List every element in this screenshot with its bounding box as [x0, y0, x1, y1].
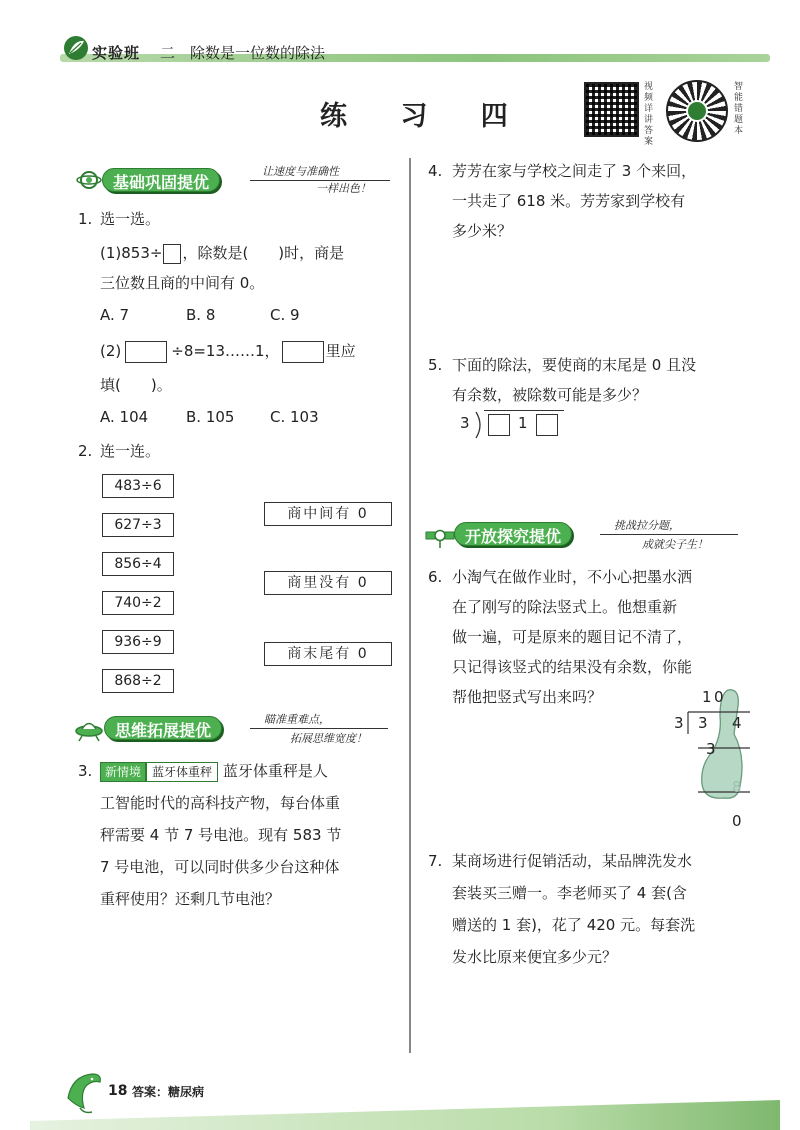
q7-number: 7. [428, 852, 443, 870]
q3-text-2: 工智能时代的高科技产物，每台体重 [100, 794, 341, 812]
q1-part2-line1 [100, 336, 356, 366]
q6-dividend-1: 3 [698, 714, 708, 732]
q3-number: 3. [78, 762, 93, 780]
q6-text-4: 只记得该竖式的结果没有余数，你能 [452, 658, 693, 676]
q3-text-3: 秤需要 4 节 7 号电池。现有 583 节 [100, 826, 342, 844]
qr-caption-mistakes: 智能错题本 [734, 82, 744, 136]
answer-box[interactable] [488, 414, 510, 436]
dolphin-icon [62, 1068, 106, 1116]
motto-underline [600, 534, 738, 535]
expression-box[interactable]: 483÷6 [102, 474, 174, 498]
q5-text-2: 有余数，被除数可能是多少？ [452, 386, 648, 404]
q4-text-3: 多少米？ [452, 222, 513, 240]
section-banner-open: 开放探究提优 [454, 522, 572, 546]
q6-quotient-2: 0 [714, 688, 724, 706]
chapter-title: 除数是一位数的除法 [190, 44, 326, 62]
q1-part1-line1 [100, 238, 344, 268]
q1-option-b2[interactable]: B. 105 [186, 408, 235, 426]
answer-box[interactable] [536, 414, 558, 436]
answer-box[interactable] [282, 341, 324, 363]
q4-text-2: 一共走了 618 米。芳芳家到学校有 [452, 192, 686, 210]
q6-dividend-last: 4 [732, 714, 742, 732]
q3-text-1: 蓝牙体重秤是人 [222, 762, 328, 780]
q5-middle-digit: 1 [518, 414, 528, 432]
q7-text-4: 发水比原来便宜多少元？ [452, 948, 618, 966]
q6-text-2: 在了刚写的除法竖式上。他想重新 [452, 598, 678, 616]
q3-text-5: 重秤使用？还剩几节电池？ [100, 890, 281, 908]
section-motto-basic-2: 一样出色！ [316, 182, 371, 195]
qr-caption-video: 视频详讲答案 [644, 82, 654, 147]
q6-text-5: 帮他把竖式写出来吗？ [452, 688, 603, 706]
chapter-number: 二 [160, 44, 176, 62]
q2-number: 2. [78, 442, 93, 460]
q1-part1-b: ，除数是( )时，商是 [182, 244, 345, 262]
q5-number: 5. [428, 356, 443, 374]
q6-number: 6. [428, 568, 443, 586]
q1-option-c2[interactable]: C. 103 [270, 408, 319, 426]
ufo-icon [74, 716, 104, 742]
motto-underline [250, 180, 390, 181]
expression-box[interactable]: 740÷2 [102, 591, 174, 615]
answer-box[interactable] [163, 244, 181, 264]
q5-divisor: 3 [460, 414, 470, 432]
q1-option-b[interactable]: B. 8 [186, 306, 216, 324]
expression-box[interactable]: 856÷4 [102, 552, 174, 576]
answer-text: 糖尿病 [168, 1085, 205, 1099]
q1-part2-b: ÷8=13……1， [171, 342, 280, 360]
section-banner-basic: 基础巩固提优 [102, 168, 220, 192]
page-number: 18 [108, 1083, 128, 1099]
expression-box[interactable]: 936÷9 [102, 630, 174, 654]
division-line [484, 410, 564, 411]
satellite-icon [424, 522, 456, 550]
page-title: 练 习 四 [320, 101, 530, 132]
q7-text-1: 某商场进行促销活动，某品牌洗发水 [452, 852, 693, 870]
series-title: 实验班 [92, 44, 141, 62]
q1-part2-a: (2) [100, 342, 122, 360]
q6-text-3: 做一遍，可是原来的题目记不清了， [452, 628, 693, 646]
q6-step-hidden: 8 [732, 778, 742, 796]
q1-number: 1. [78, 210, 93, 228]
q1-title: 选一选。 [100, 210, 161, 228]
q6-remainder: 0 [732, 812, 742, 830]
q1-part1-a: (1)853÷ [100, 244, 163, 262]
qr-code-mistakes[interactable] [666, 80, 728, 142]
ink-blot-division [686, 686, 756, 826]
qr-code-video[interactable] [584, 82, 639, 137]
answer-box[interactable] [125, 341, 167, 363]
q7-text-2: 套装买三赠一。李老师买了 4 套(含 [452, 884, 687, 902]
q4-text-1: 芳芳在家与学校之间走了 3 个来回， [452, 162, 697, 180]
q6-text-1: 小淘气在做作业时，不小心把墨水洒 [452, 568, 693, 586]
planet-icon [76, 168, 102, 192]
q7-text-3: 赠送的 1 套)，花了 420 元。每套洗 [452, 916, 696, 934]
result-box[interactable]: 商末尾有 0 [264, 642, 392, 666]
column-divider [409, 158, 411, 1053]
q1-option-a2[interactable]: A. 104 [100, 408, 149, 426]
result-box[interactable]: 商中间有 0 [264, 502, 392, 526]
section-motto-basic-1: 让速度与准确性 [262, 165, 339, 178]
motto-underline [250, 728, 388, 729]
q4-number: 4. [428, 162, 443, 180]
q5-text-1: 下面的除法，要使商的末尾是 0 且没 [452, 356, 697, 374]
q1-option-c[interactable]: C. 9 [270, 306, 300, 324]
q1-part2-c: 里应 [325, 342, 356, 360]
answer-label: 答案： [132, 1085, 169, 1099]
q1-part2-line2: 填( )。 [100, 376, 172, 394]
context-topic-tag: 蓝牙体重秤 [146, 762, 218, 782]
q3-line1 [100, 756, 328, 786]
q1-option-a[interactable]: A. 7 [100, 306, 130, 324]
logo-leaf-icon [62, 34, 90, 62]
q6-divisor: 3 [674, 714, 684, 732]
new-context-tag: 新情境 [100, 762, 146, 782]
expression-box[interactable]: 868÷2 [102, 669, 174, 693]
division-bracket [474, 410, 486, 440]
footer-band [30, 1100, 780, 1130]
section-motto-thinking-2: 拓展思维宽度！ [290, 732, 367, 745]
q6-step-1: 3 [706, 740, 716, 758]
q6-quotient-1: 1 [702, 688, 712, 706]
result-box[interactable]: 商里没有 0 [264, 571, 392, 595]
section-motto-open-1: 挑战拉分题， [614, 519, 680, 532]
q1-part1-line2: 三位数且商的中间有 0。 [100, 274, 265, 292]
expression-box[interactable]: 627÷3 [102, 513, 174, 537]
section-motto-thinking-1: 瞄准重难点， [264, 713, 330, 726]
section-banner-thinking: 思维拓展提优 [104, 716, 222, 740]
section-motto-open-2: 成就尖子生！ [642, 538, 708, 551]
q2-title: 连一连。 [100, 442, 161, 460]
q3-text-4: 7 号电池，可以同时供多少台这种体 [100, 858, 340, 876]
